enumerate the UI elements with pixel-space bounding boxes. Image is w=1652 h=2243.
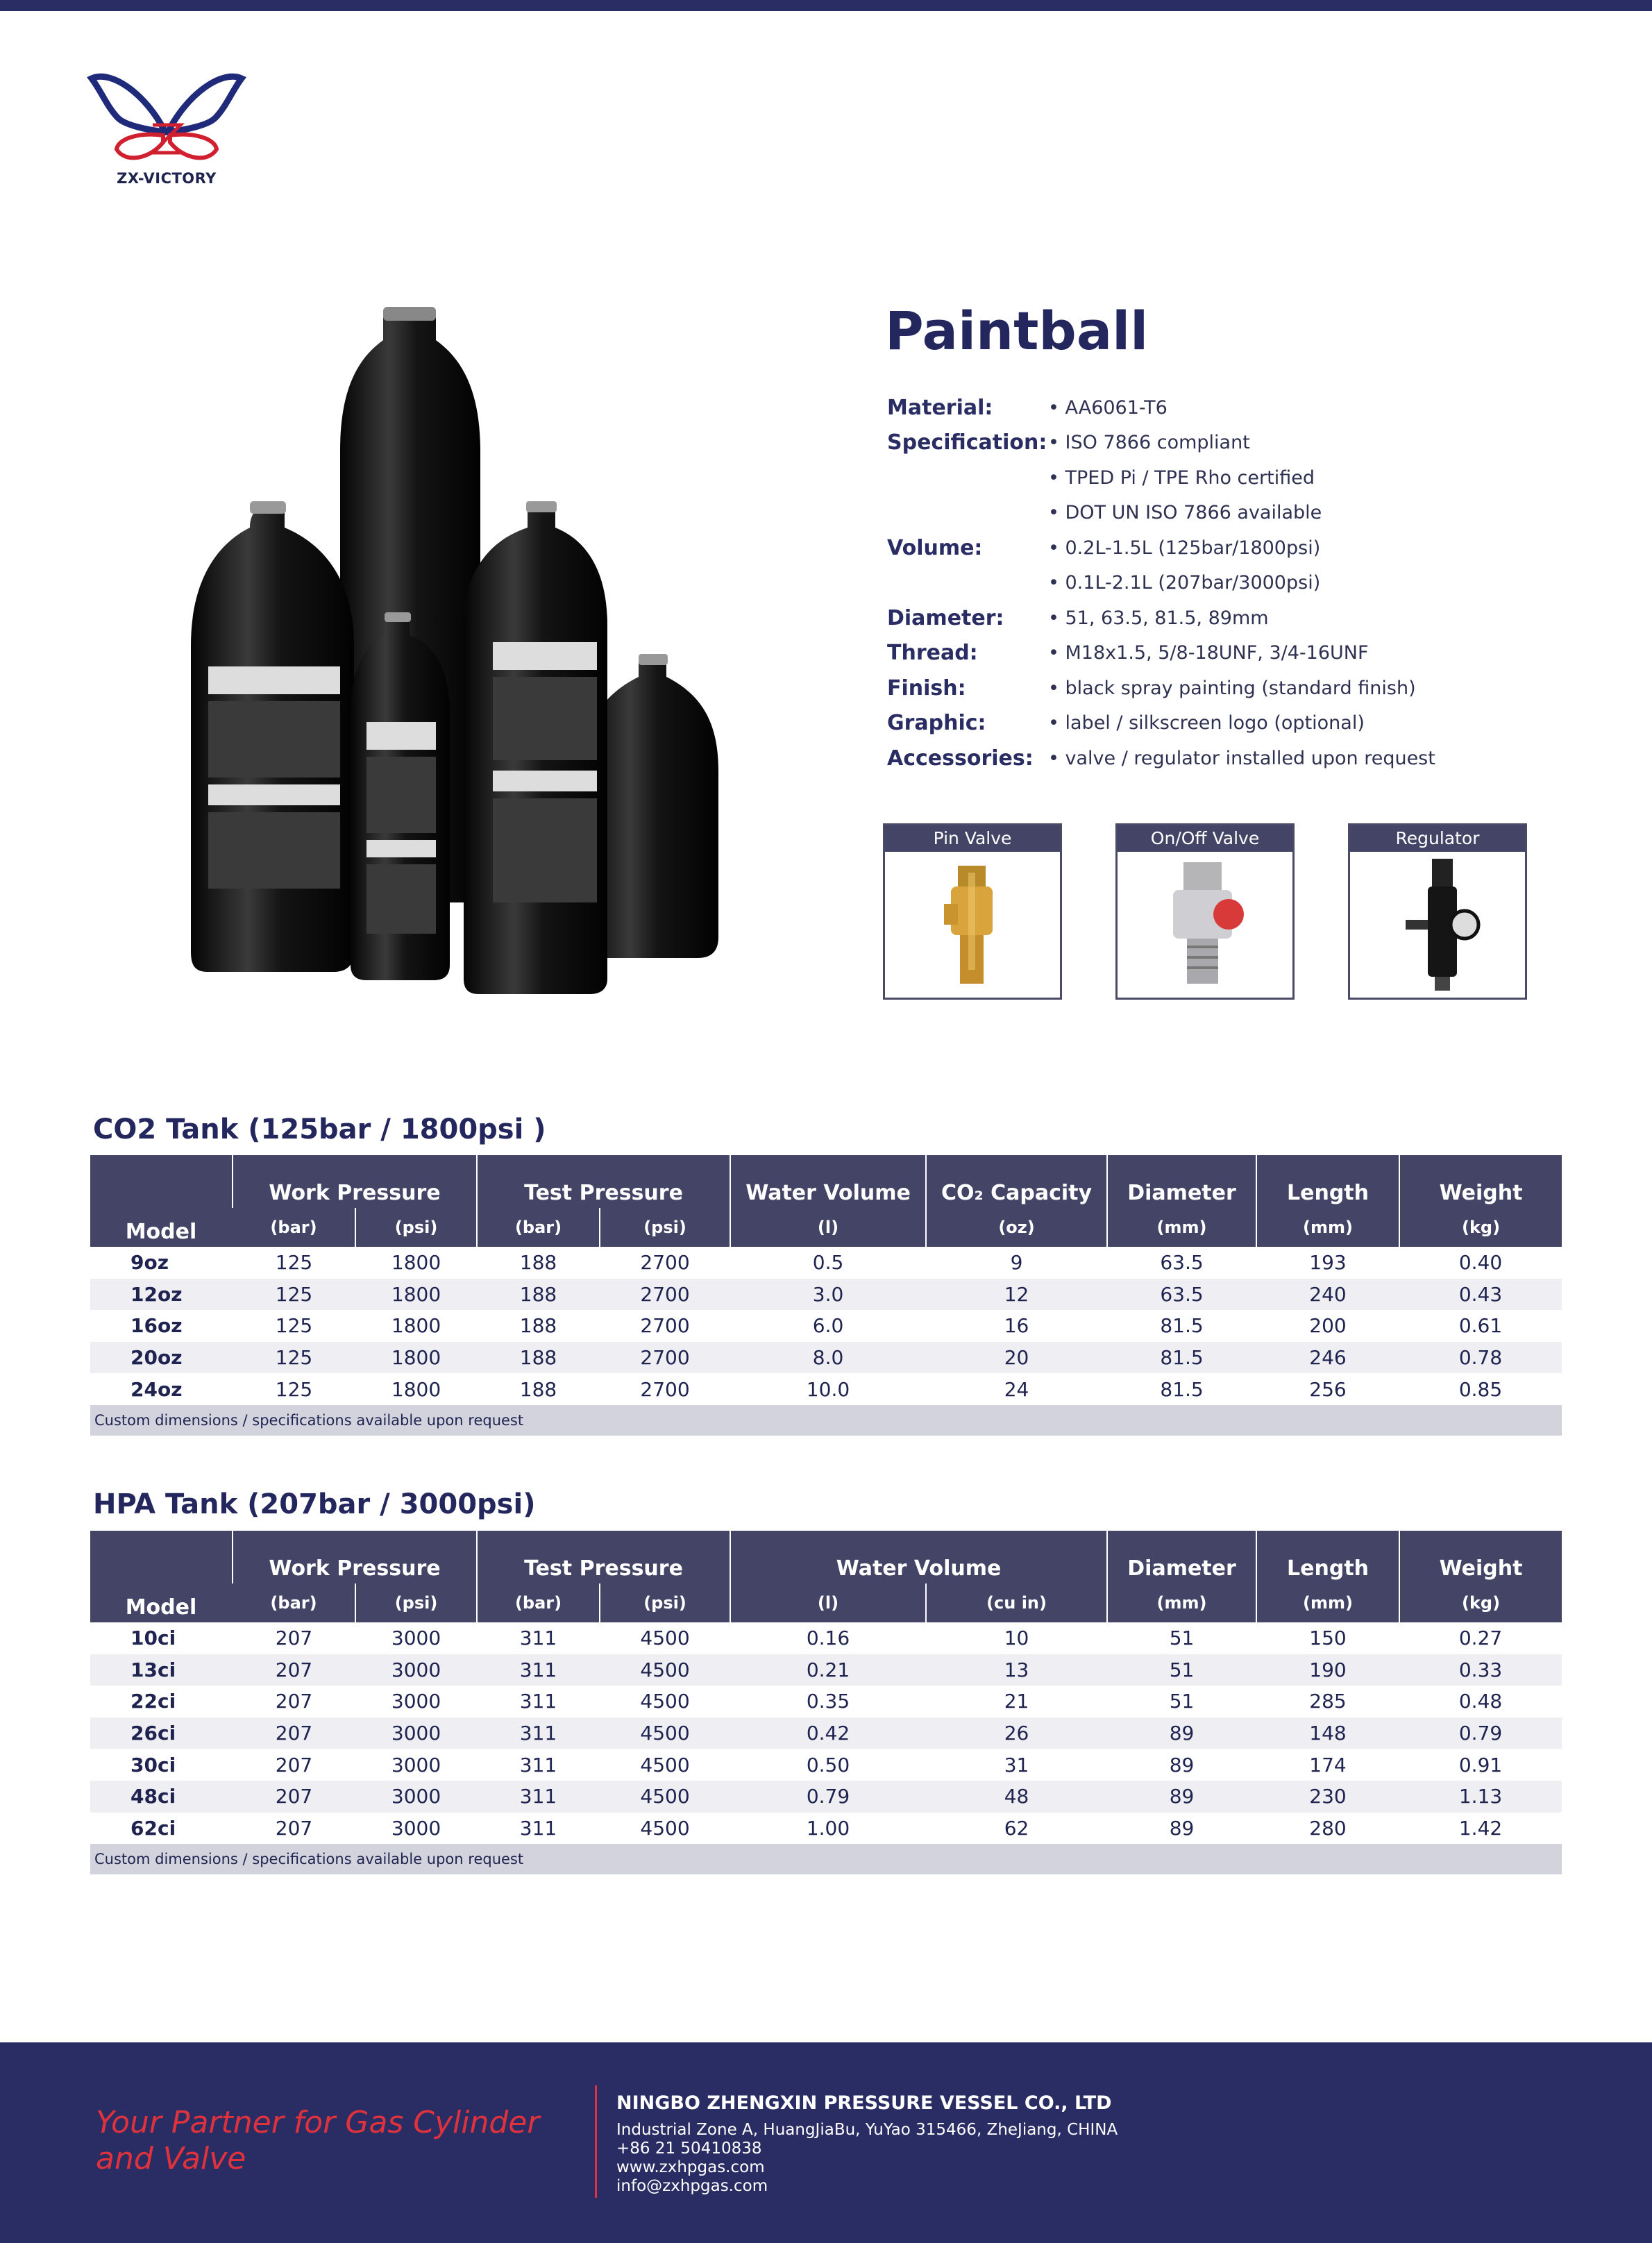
unit-header: (bar) (233, 1208, 355, 1247)
table-cell: 48 (926, 1781, 1107, 1813)
spec-list (887, 390, 1435, 776)
table-cell: 16 (1004, 1314, 1029, 1338)
table-row (90, 1781, 1562, 1813)
hpa-table-title: HPA Tank (207bar / 3000psi) (93, 1488, 536, 1520)
table-row (90, 1686, 1562, 1717)
table-cell: 0.35 (806, 1690, 850, 1713)
table-row (90, 1813, 1562, 1845)
table-cell: 4500 (600, 1781, 730, 1813)
unit-header: (bar) (233, 1583, 355, 1622)
table-cell: 81.5 (1160, 1377, 1204, 1401)
header-length: Length (1256, 1155, 1399, 1208)
table-cell: 2700 (640, 1251, 690, 1275)
slogan-line: Your Partner for Gas Cylinder (96, 2105, 540, 2140)
header-diameter: Diameter (1107, 1531, 1256, 1583)
table-cell: 0.50 (806, 1753, 850, 1776)
accessory-pin-valve (883, 823, 1062, 1000)
unit-header: (cu in) (926, 1583, 1107, 1622)
spec-label: Thread: (887, 641, 978, 666)
model-cell: 10ci (130, 1627, 176, 1650)
table-cell: 125 (233, 1342, 355, 1374)
header-co2-capacity: CO₂ Capacity (926, 1155, 1107, 1208)
footer-divider (595, 2085, 597, 2198)
table-cell: 0.33 (1399, 1654, 1562, 1686)
table-row (90, 1310, 1562, 1342)
table-cell: 9 (1010, 1251, 1023, 1275)
table-cell: 4500 (600, 1717, 730, 1749)
model-cell: 16oz (130, 1314, 183, 1338)
table-cell: 207 (275, 1753, 313, 1776)
table-cell: 207 (275, 1816, 313, 1840)
table-cell: 20 (926, 1342, 1107, 1374)
table-cell: 1.42 (1458, 1816, 1503, 1840)
company-address: Industrial Zone A, HuangJiaBu, YuYao 315466, ZheJiang, CHINA (616, 2121, 1118, 2139)
table-cell: 26 (926, 1717, 1107, 1749)
header-diameter: Diameter (1107, 1155, 1256, 1208)
table-cell: 0.21 (730, 1654, 926, 1686)
model-cell: 24oz (130, 1377, 183, 1401)
top-accent-bar (0, 0, 1652, 11)
table-row (90, 1717, 1562, 1749)
table-cell: 188 (519, 1314, 557, 1338)
model-cell: 48ci (90, 1781, 233, 1813)
table-cell: 2700 (640, 1377, 690, 1401)
table-cell: 89 (1169, 1816, 1195, 1840)
table-cell: 0.40 (1458, 1251, 1503, 1275)
model-cell: 62ci (130, 1816, 176, 1840)
accessory-label: Pin Valve (885, 825, 1060, 852)
spec-value: • M18x1.5, 5/8-18UNF, 3/4-16UNF (1048, 642, 1369, 664)
table-cell: 230 (1256, 1781, 1399, 1813)
accessory-onoff-valve (1115, 823, 1295, 1000)
table-cell: 311 (477, 1654, 600, 1686)
table-row (90, 1749, 1562, 1781)
table-cell: 81.5 (1107, 1342, 1256, 1374)
table-cell: 4500 (640, 1753, 690, 1776)
table-cell: 256 (1309, 1377, 1347, 1401)
table-cell: 24 (1004, 1377, 1029, 1401)
company-website[interactable]: www.zxhpgas.com (616, 2158, 765, 2176)
spec-label: Specification: (887, 430, 1047, 455)
spec-row (887, 426, 1435, 461)
table-row (90, 1342, 1562, 1374)
unit-header: (mm) (1256, 1208, 1399, 1247)
table-cell: 21 (1004, 1690, 1029, 1713)
table-cell: 188 (477, 1279, 600, 1311)
spec-label: Diameter: (887, 605, 1004, 630)
table-cell: 0.16 (806, 1627, 850, 1650)
table-cell: 240 (1256, 1279, 1399, 1311)
unit-header: (oz) (926, 1208, 1107, 1247)
company-info (616, 2092, 1118, 2196)
product-photo (180, 299, 736, 1000)
table-cell: 125 (275, 1377, 313, 1401)
onoff-valve-image (1118, 852, 1292, 998)
spec-value: • 0.1L-2.1L (207bar/3000psi) (1048, 572, 1321, 594)
table-cell: 1.13 (1399, 1781, 1562, 1813)
regulator-image (1350, 852, 1525, 998)
header-work-pressure: Work Pressure (233, 1155, 477, 1208)
table-cell: 0.48 (1458, 1690, 1503, 1713)
table-cell: 12 (926, 1279, 1107, 1311)
model-cell: 13ci (90, 1654, 233, 1686)
table-cell: 6.0 (812, 1314, 844, 1338)
footer (0, 2042, 1652, 2243)
table-cell: 188 (477, 1342, 600, 1374)
table-cell: 0.85 (1458, 1377, 1503, 1401)
table-cell: 1800 (355, 1342, 477, 1374)
table-cell: 0.79 (1399, 1717, 1562, 1749)
table-cell: 285 (1309, 1690, 1347, 1713)
table-cell: 200 (1309, 1314, 1347, 1338)
spec-label: Finish: (887, 675, 966, 700)
header-water-volume: Water Volume (730, 1155, 926, 1208)
table-cell: 1800 (391, 1251, 441, 1275)
table-cell: 51 (1107, 1654, 1256, 1686)
accessory-regulator (1348, 823, 1527, 1000)
brand-logo (83, 66, 250, 198)
table-cell: 193 (1309, 1251, 1347, 1275)
table-cell: 31 (1004, 1753, 1029, 1776)
pin-valve-image (885, 852, 1060, 998)
table-cell: 174 (1309, 1753, 1347, 1776)
table-cell: 125 (275, 1314, 313, 1338)
company-phone: +86 21 50410838 (616, 2140, 762, 2158)
spec-value: • 51, 63.5, 81.5, 89mm (1048, 607, 1269, 629)
table-cell: 89 (1107, 1781, 1256, 1813)
header-work-pressure: Work Pressure (233, 1531, 477, 1583)
table-cell: 311 (519, 1753, 557, 1776)
table-cell: 0.91 (1458, 1753, 1503, 1776)
spec-row (887, 671, 1435, 706)
header-weight: Weight (1399, 1531, 1562, 1583)
table-cell: 188 (519, 1251, 557, 1275)
table-cell: 1800 (355, 1279, 477, 1311)
unit-header: (l) (730, 1583, 926, 1622)
model-cell: 26ci (90, 1717, 233, 1749)
unit-header: (bar) (477, 1208, 600, 1247)
butterfly-logo-icon (83, 66, 250, 170)
spec-label: Volume: (887, 535, 983, 560)
spec-row (887, 566, 1435, 601)
spec-value: • ISO 7866 compliant (1048, 432, 1250, 454)
spec-row (887, 636, 1435, 671)
table-note: Custom dimensions / specifications available upon request (90, 1844, 1562, 1874)
unit-header: (mm) (1107, 1583, 1256, 1622)
table-cell: 51 (1169, 1690, 1195, 1713)
co2-spec-table (90, 1155, 1562, 1436)
table-cell: 4500 (640, 1816, 690, 1840)
unit-header: (kg) (1399, 1583, 1562, 1622)
spec-row (887, 460, 1435, 496)
hpa-spec-table (90, 1531, 1562, 1874)
table-row (90, 1247, 1562, 1279)
spec-label: Material: (887, 395, 993, 420)
table-cell: 2700 (640, 1314, 690, 1338)
table-cell: 246 (1256, 1342, 1399, 1374)
table-cell: 0.43 (1399, 1279, 1562, 1311)
logo-text: ZX-VICTORY (117, 170, 217, 187)
spec-value: • label / silkscreen logo (optional) (1048, 712, 1365, 734)
unit-header: (mm) (1107, 1208, 1256, 1247)
accessory-label: On/Off Valve (1118, 825, 1292, 852)
table-cell: 207 (233, 1717, 355, 1749)
unit-header: (bar) (477, 1583, 600, 1622)
unit-header: (psi) (355, 1208, 477, 1247)
spec-value: • AA6061-T6 (1048, 396, 1168, 419)
header-model: Model (90, 1531, 233, 1622)
table-cell: 8.0 (730, 1342, 926, 1374)
accessory-label: Regulator (1350, 825, 1525, 852)
table-cell: 148 (1256, 1717, 1399, 1749)
table-cell: 4500 (600, 1654, 730, 1686)
table-cell: 63.5 (1160, 1251, 1204, 1275)
table-cell: 62 (1004, 1816, 1029, 1840)
table-cell: 207 (275, 1627, 313, 1650)
table-cell: 1.00 (806, 1816, 850, 1840)
table-cell: 0.5 (812, 1251, 844, 1275)
spec-row (887, 390, 1435, 426)
company-name: NINGBO ZHENGXIN PRESSURE VESSEL CO., LTD (616, 2092, 1112, 2114)
spec-row (887, 530, 1435, 566)
table-cell: 207 (233, 1781, 355, 1813)
table-cell: 3000 (355, 1654, 477, 1686)
unit-header: (psi) (355, 1583, 477, 1622)
model-cell: 30ci (130, 1753, 176, 1776)
table-cell: 150 (1309, 1627, 1347, 1650)
spec-row (887, 600, 1435, 636)
model-cell: 12oz (90, 1279, 233, 1311)
table-note-row (90, 1405, 1562, 1436)
table-row (90, 1279, 1562, 1311)
spec-row (887, 706, 1435, 741)
spec-value: • valve / regulator installed upon request (1048, 747, 1435, 769)
table-cell: 311 (477, 1717, 600, 1749)
table-cell: 311 (519, 1816, 557, 1840)
table-row (90, 1373, 1562, 1405)
table-cell: 1800 (391, 1377, 441, 1401)
model-cell: 9oz (130, 1251, 169, 1275)
table-cell: 190 (1256, 1654, 1399, 1686)
table-cell: 0.27 (1458, 1627, 1503, 1650)
table-cell: 3000 (355, 1781, 477, 1813)
table-cell: 2700 (600, 1279, 730, 1311)
table-cell: 3000 (391, 1627, 441, 1650)
table-cell: 125 (233, 1279, 355, 1311)
table-cell: 311 (519, 1627, 557, 1650)
model-cell: 22ci (130, 1690, 176, 1713)
unit-header: (kg) (1399, 1208, 1562, 1247)
table-cell: 311 (519, 1690, 557, 1713)
table-cell: 4500 (640, 1627, 690, 1650)
unit-header: (psi) (600, 1583, 730, 1622)
header-weight: Weight (1399, 1155, 1562, 1208)
table-note: Custom dimensions / specifications available upon request (90, 1405, 1562, 1436)
table-cell: 89 (1107, 1717, 1256, 1749)
table-cell: 3000 (391, 1816, 441, 1840)
spec-value: • DOT UN ISO 7866 available (1048, 502, 1322, 524)
spec-label: Graphic: (887, 711, 986, 736)
table-cell: 207 (233, 1654, 355, 1686)
table-cell: 3.0 (730, 1279, 926, 1311)
table-cell: 3000 (355, 1717, 477, 1749)
header-length: Length (1256, 1531, 1399, 1583)
company-email[interactable]: info@zxhpgas.com (616, 2177, 768, 2195)
page-title: Paintball (885, 300, 1149, 362)
unit-header: (l) (730, 1208, 926, 1247)
spec-row (887, 496, 1435, 531)
table-row (90, 1654, 1562, 1686)
header-test-pressure: Test Pressure (477, 1155, 730, 1208)
spec-row (887, 741, 1435, 776)
unit-header: (mm) (1256, 1583, 1399, 1622)
table-cell: 1800 (391, 1314, 441, 1338)
spec-value: • TPED Pi / TPE Rho certified (1048, 467, 1315, 489)
header-water-volume: Water Volume (730, 1531, 1107, 1583)
table-cell: 311 (477, 1781, 600, 1813)
table-cell: 125 (275, 1251, 313, 1275)
table-cell: 0.79 (730, 1781, 926, 1813)
table-cell: 10 (1004, 1627, 1029, 1650)
table-cell: 188 (519, 1377, 557, 1401)
header-model: Model (90, 1155, 233, 1247)
header-test-pressure: Test Pressure (477, 1531, 730, 1583)
table-cell: 0.61 (1458, 1314, 1503, 1338)
table-cell: 2700 (600, 1342, 730, 1374)
table-cell: 13 (926, 1654, 1107, 1686)
slogan-line: and Valve (96, 2141, 246, 2176)
table-cell: 207 (275, 1690, 313, 1713)
table-cell: 280 (1309, 1816, 1347, 1840)
table-cell: 89 (1169, 1753, 1195, 1776)
unit-header: (psi) (600, 1208, 730, 1247)
table-cell: 0.78 (1399, 1342, 1562, 1374)
spec-value: • black spray painting (standard finish) (1048, 677, 1416, 699)
table-row (90, 1622, 1562, 1654)
table-cell: 51 (1169, 1627, 1195, 1650)
table-cell: 63.5 (1107, 1279, 1256, 1311)
table-cell: 81.5 (1160, 1314, 1204, 1338)
table-cell: 3000 (391, 1690, 441, 1713)
spec-value: • 0.2L-1.5L (125bar/1800psi) (1048, 537, 1321, 559)
footer-slogan (96, 2105, 623, 2177)
spec-label: Accessories: (887, 746, 1034, 771)
table-cell: 10.0 (806, 1377, 850, 1401)
table-cell: 4500 (640, 1690, 690, 1713)
co2-table-title: CO2 Tank (125bar / 1800psi ) (93, 1114, 546, 1145)
table-note-row (90, 1844, 1562, 1874)
model-cell: 20oz (90, 1342, 233, 1374)
table-cell: 3000 (391, 1753, 441, 1776)
table-cell: 0.42 (730, 1717, 926, 1749)
